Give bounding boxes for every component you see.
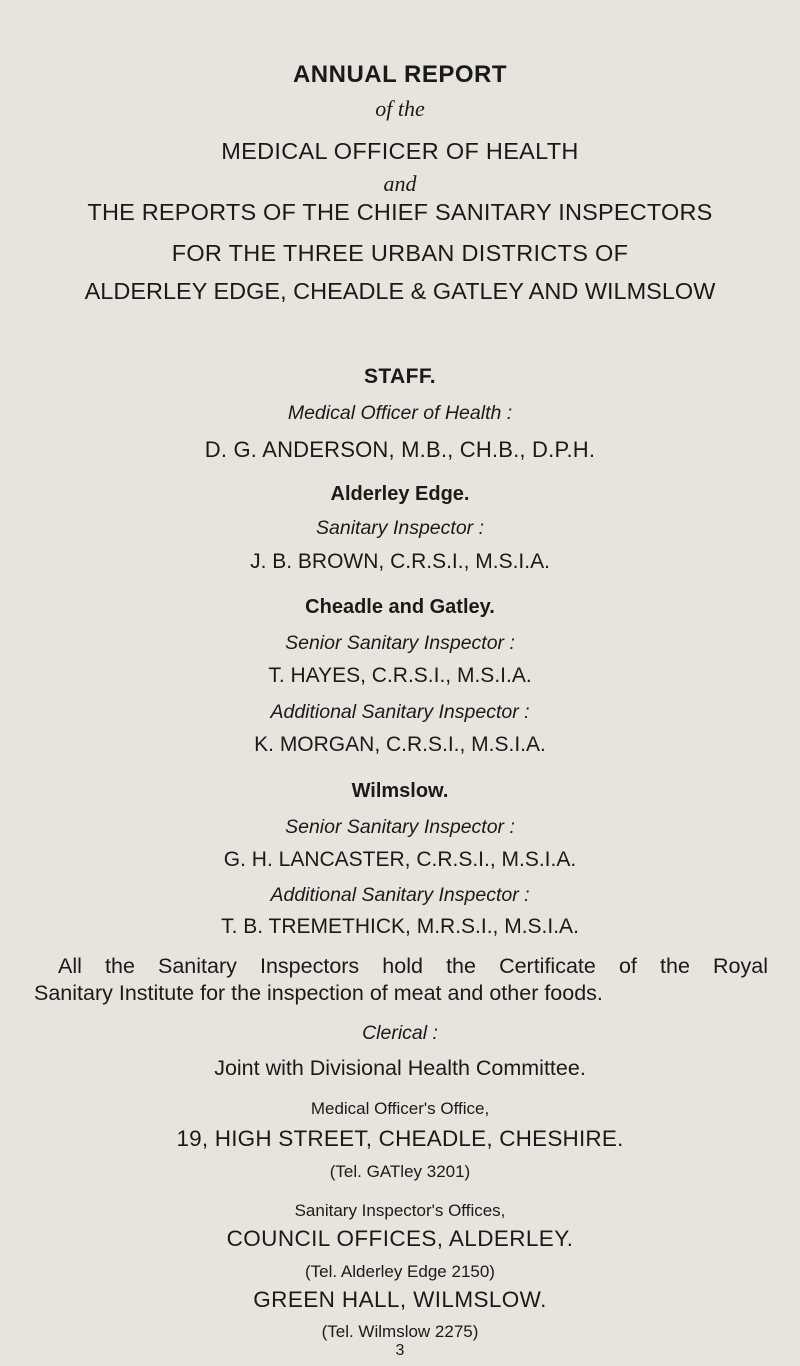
page-number: 3	[395, 1342, 405, 1359]
title-districts-line: FOR THE THREE URBAN DISTRICTS OF	[171, 240, 629, 266]
certificate-line-2: Sanitary Institute for the inspection of meat and other foods.	[34, 981, 603, 1005]
staff-heading: STAFF.	[363, 365, 436, 388]
cheadle-additional-name: K. MORGAN, C.R.S.I., M.S.I.A.	[254, 733, 546, 756]
title-connector-of-the: of the	[375, 96, 425, 121]
moh-role: Medical Officer of Health :	[287, 402, 513, 424]
medical-office-address: 19, HIGH STREET, CHEADLE, CHESHIRE.	[176, 1126, 624, 1151]
title-reports-line: THE REPORTS OF THE CHIEF SANITARY INSPECTORS	[87, 199, 713, 225]
sanitary-offices-label: Sanitary Inspector's Offices,	[294, 1201, 506, 1220]
district-cheadle-gatley: Cheadle and Gatley.	[305, 596, 495, 618]
report-title: ANNUAL REPORT	[292, 61, 508, 88]
wilmslow-additional-role: Additional Sanitary Inspector :	[270, 884, 530, 906]
medical-office-label: Medical Officer's Office,	[310, 1099, 490, 1118]
medical-office-tel: (Tel. GATley 3201)	[329, 1162, 471, 1181]
moh-name: D. G. ANDERSON, M.B., CH.B., D.P.H.	[204, 437, 596, 462]
council-offices-address: COUNCIL OFFICES, ALDERLEY.	[226, 1226, 574, 1251]
wilmslow-additional-name: T. B. TREMETHICK, M.R.S.I., M.S.I.A.	[221, 915, 579, 938]
certificate-line-1: All the Sanitary Inspectors hold the Certificate of the Royal	[58, 954, 768, 978]
green-hall-address: GREEN HALL, WILMSLOW.	[253, 1287, 547, 1312]
title-connector-and: and	[383, 171, 417, 196]
certificate-paragraph	[34, 953, 768, 1007]
wilmslow-senior-name: G. H. LANCASTER, C.R.S.I., M.S.I.A.	[223, 848, 577, 871]
cheadle-senior-name: T. HAYES, C.R.S.I., M.S.I.A.	[268, 664, 532, 687]
alderley-inspector-name: J. B. BROWN, C.R.S.I., M.S.I.A.	[250, 550, 550, 573]
cheadle-senior-role: Senior Sanitary Inspector :	[285, 632, 515, 654]
cheadle-additional-role: Additional Sanitary Inspector :	[270, 701, 530, 723]
alderley-role: Sanitary Inspector :	[316, 517, 484, 539]
district-wilmslow: Wilmslow.	[351, 780, 449, 802]
district-alderley-edge: Alderley Edge.	[330, 483, 470, 505]
council-offices-tel: (Tel. Alderley Edge 2150)	[305, 1262, 495, 1281]
clerical-text: Joint with Divisional Health Committee.	[214, 1056, 586, 1080]
wilmslow-senior-role: Senior Sanitary Inspector :	[285, 816, 515, 838]
title-medical-officer: MEDICAL OFFICER OF HEALTH	[221, 138, 579, 164]
title-district-names: ALDERLEY EDGE, CHEADLE & GATLEY AND WILMSLOW	[84, 278, 716, 304]
clerical-role: Clerical :	[362, 1022, 438, 1044]
green-hall-tel: (Tel. Wilmslow 2275)	[321, 1322, 479, 1341]
